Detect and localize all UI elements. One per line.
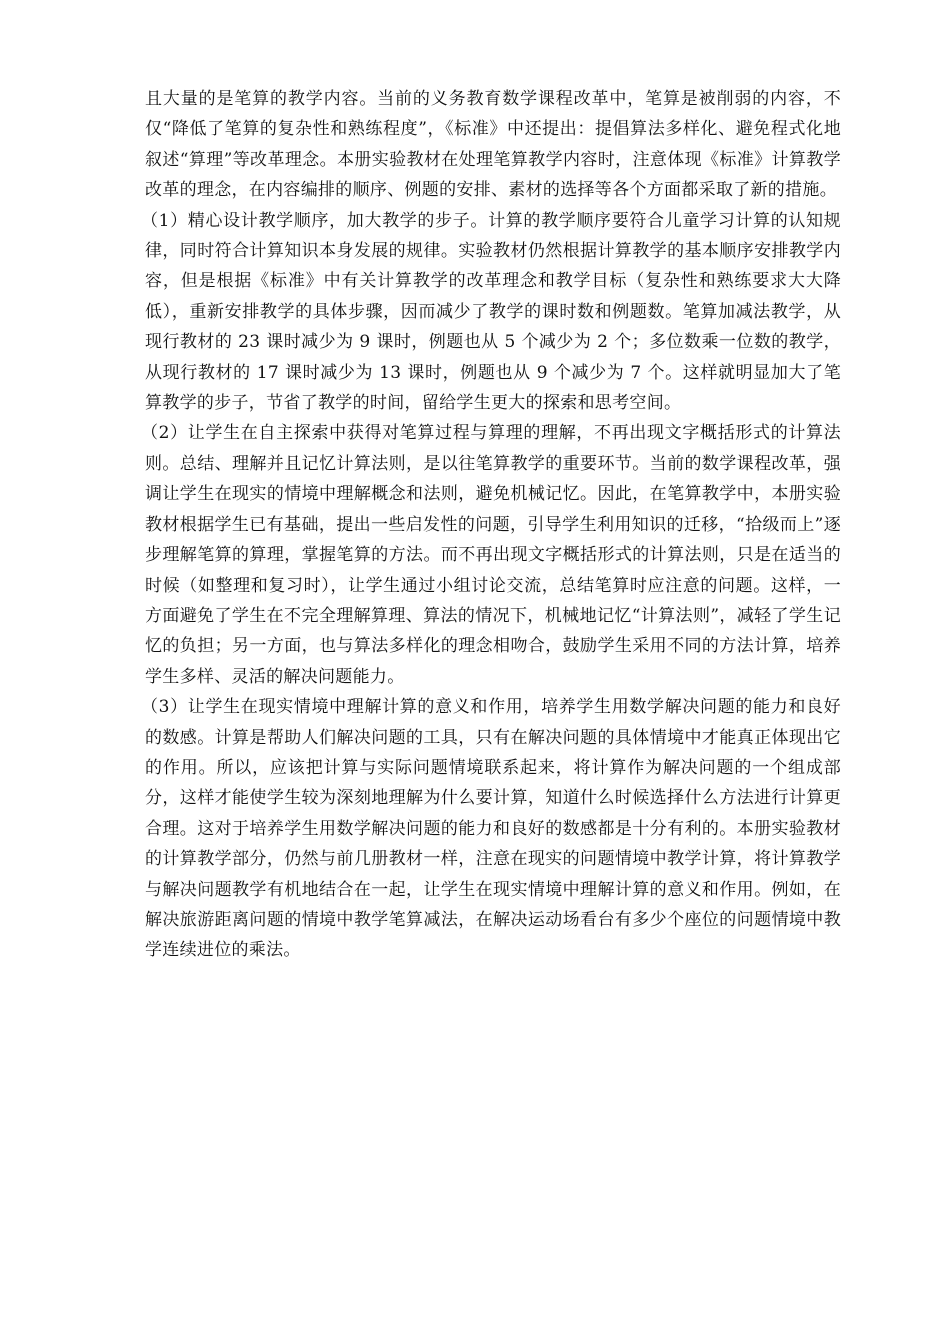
paragraph-intro: 且大量的是笔算的教学内容。当前的义务教育数学课程改革中，笔算是被削弱的内容，不仅“降低了笔算的复杂性和熟练程度”，《标准》中还提出：提倡算法多样化、避免程式化地叙述“算理”等改革理念。本册实验教材在处理笔算教学内容时，注意体现《标准》计算教学改革的理念，在内容编排的顺序、例题的安排、素材的选择等各个方面都采取了新的措施。 xyxy=(145,89,841,201)
paragraph-point-1: （1）精心设计教学顺序，加大教学的步子。计算的教学顺序要符合儿童学习计算的认知规律，同时符合计算知识本身发展的规律。实验教材仍然根据计算教学的基本顺序安排教学内容，但是根据《标准》中有关计算教学的改革理念和教学目标（复杂性和熟练要求大大降低），重新安排教学的具体步骤，因而减少了教学的课时数和例题数。笔算加减法教学，从现行教材的 23 课时减少为 9 课时，例题也从 5 个减少为 2 个；多位数乘一位数的教学，从现行教材的 17 课时减少为 13 课时，例题也从 9 个减少为 7 个。这样就明显加大了笔算教学的步子，节省了教学的时间，留给学生更大的探索和思考空间。 xyxy=(141,210,841,414)
body-text xyxy=(141,84,841,966)
paragraph-point-3: （3）让学生在现实情境中理解计算的意义和作用，培养学生用数学解决问题的能力和良好的数感。计算是帮助人们解决问题的工具，只有在解决问题的具体情境中才能真正体现出它的作用。所以，应该把计算与实际问题情境联系起来，将计算作为解决问题的一个组成部分，这样才能使学生较为深刻地理解为什么要计算，知道什么时候选择什么方法进行计算更合理。这对于培养学生用数学解决问题的能力和良好的数感都是十分有利的。本册实验教材的计算教学部分，仍然与前几册教材一样，注意在现实的问题情境中教学计算，将计算教学与解决问题教学有机地结合在一起，让学生在现实情境中理解计算的意义和作用。例如，在解决旅游距离问题的情境中教学笔算减法，在解决运动场看台有多少个座位的问题情境中教学连续进位的乘法。 xyxy=(141,697,841,961)
paragraph-point-2: （2）让学生在自主探索中获得对笔算过程与算理的理解，不再出现文字概括形式的计算法则。总结、理解并且记忆计算法则，是以往笔算教学的重要环节。当前的数学课程改革，强调让学生在现实的情境中理解概念和法则，避免机械记忆。因此，在笔算教学中，本册实验教材根据学生已有基础，提出一些启发性的问题，引导学生利用知识的迁移，“拾级而上”逐步理解笔算的算理，掌握笔算的方法。而不再出现文字概括形式的计算法则，只是在适当的时候（如整理和复习时），让学生通过小组讨论交流，总结笔算时应注意的问题。这样，一方面避免了学生在不完全理解算理、算法的情况下，机械地记忆“计算法则”，减轻了学生记忆的负担；另一方面，也与算法多样化的理念相吻合，鼓励学生采用不同的方法计算，培养学生多样、灵活的解决问题能力。 xyxy=(141,423,841,687)
